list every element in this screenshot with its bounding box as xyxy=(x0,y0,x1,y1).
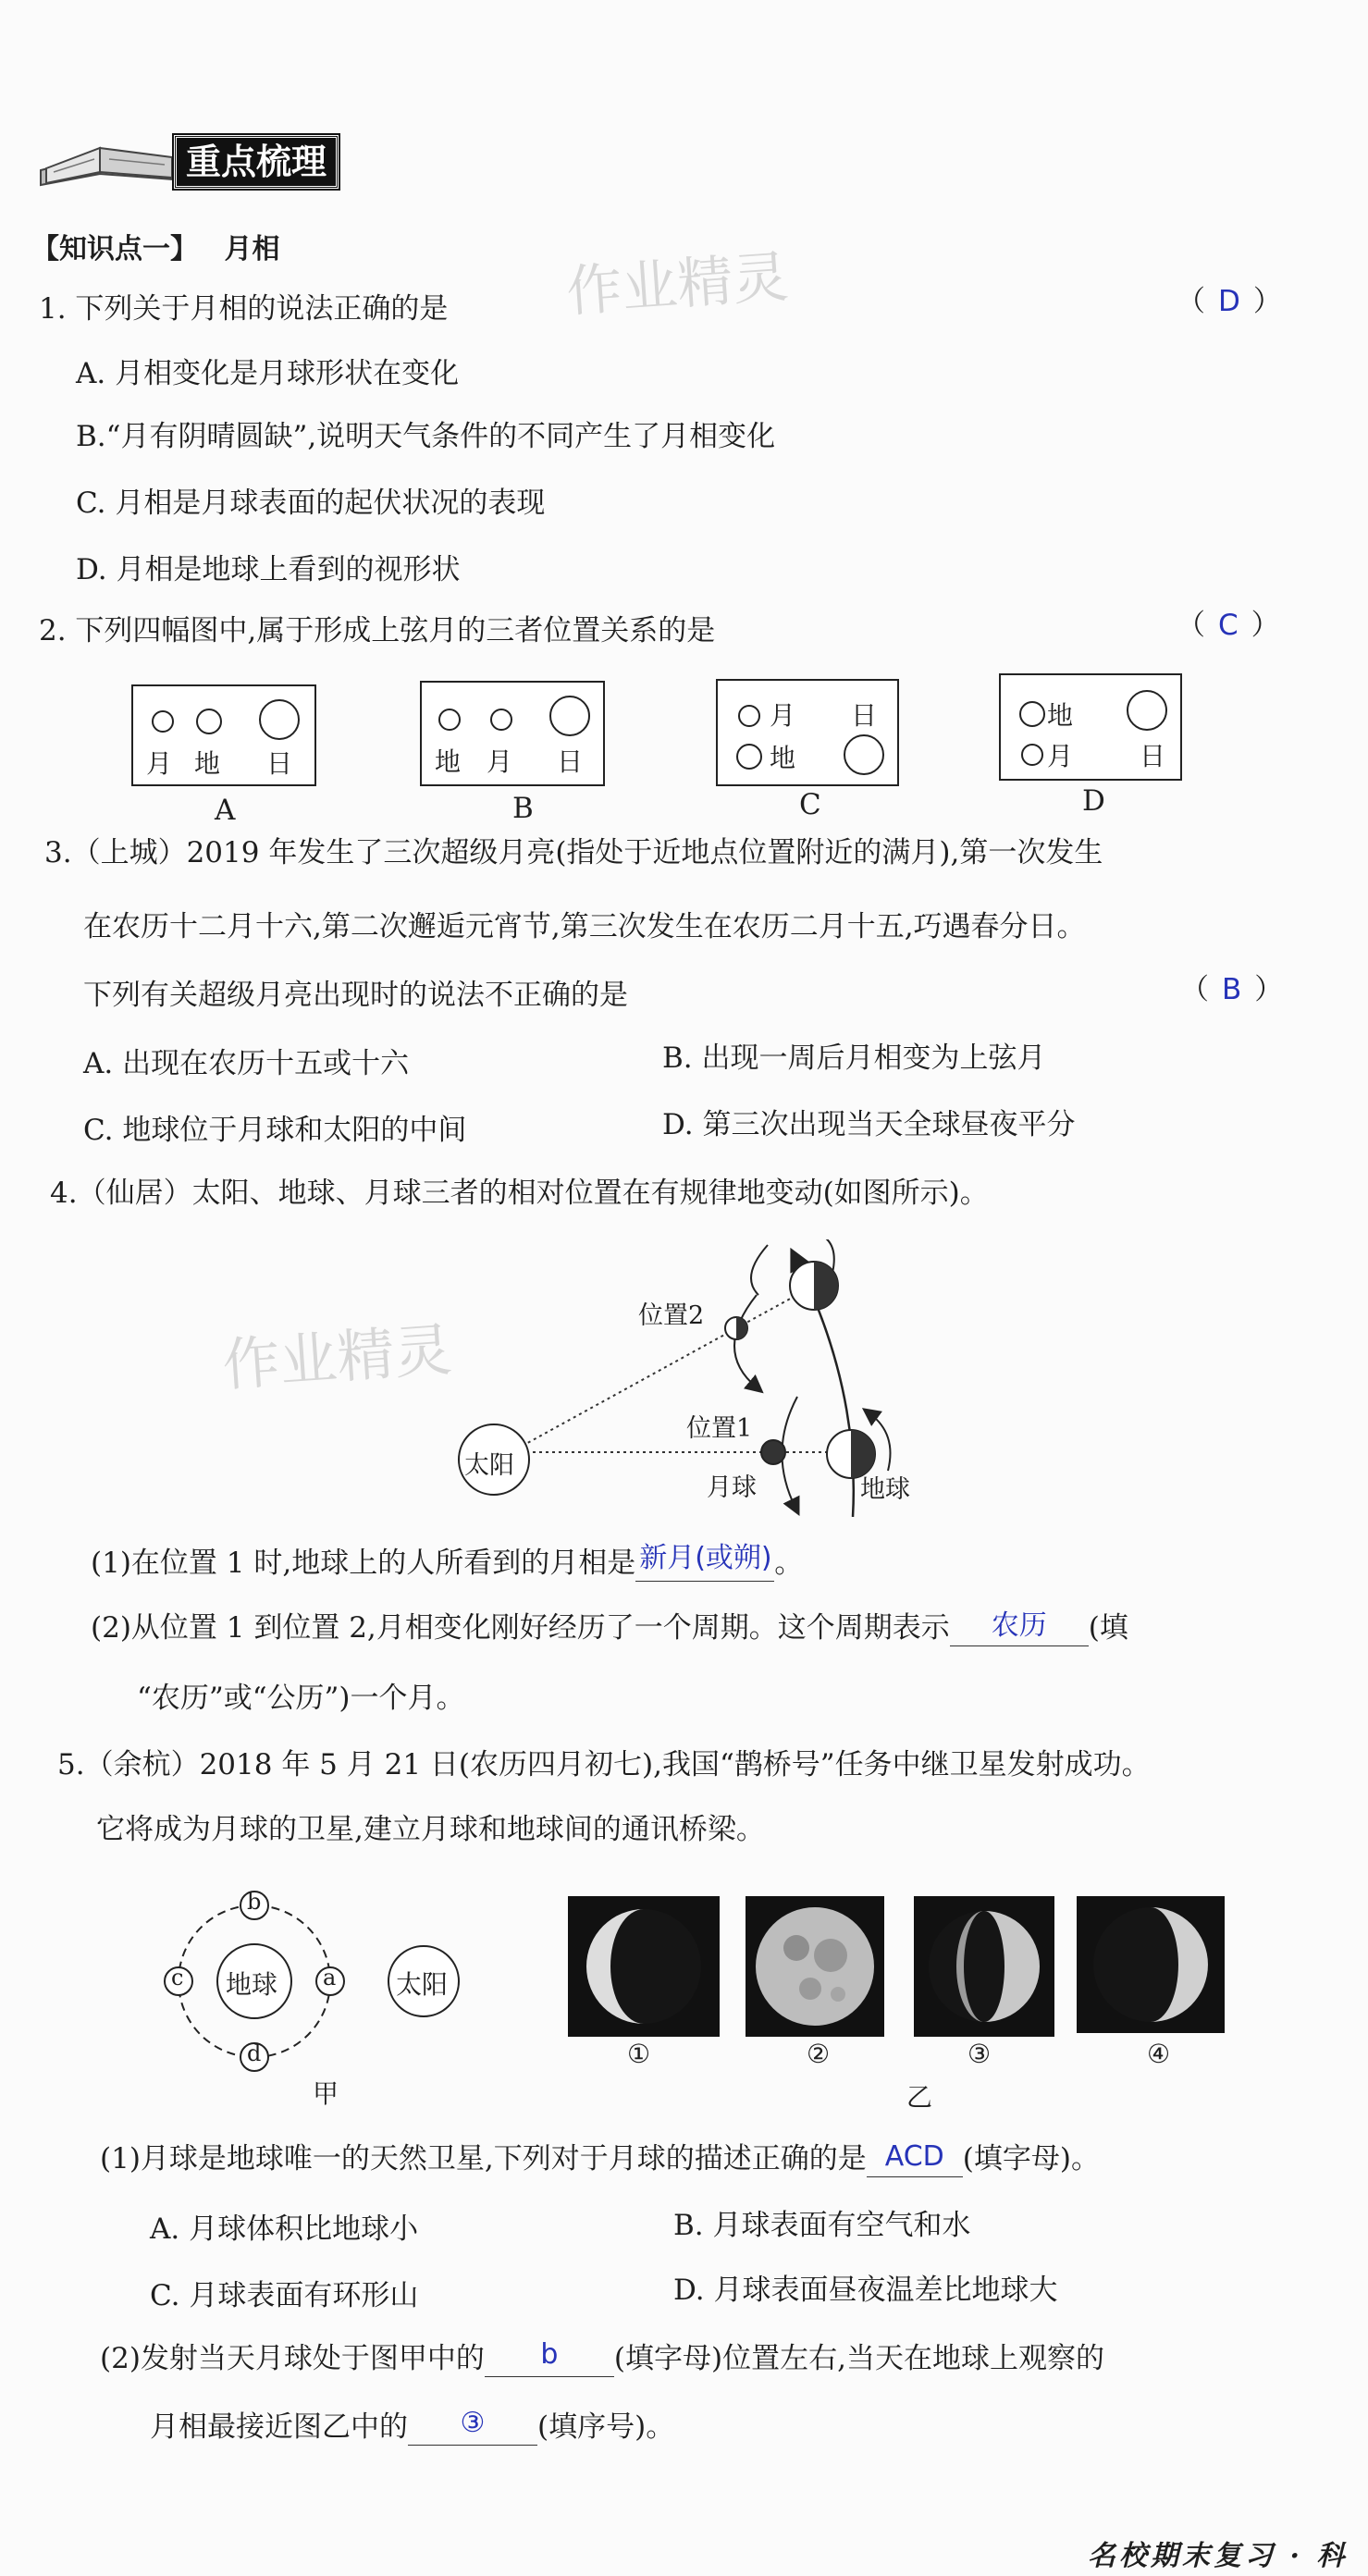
q2-diagram-d xyxy=(999,673,1182,781)
label-earth: 地球 xyxy=(226,1969,278,2000)
photo-number-1: ① xyxy=(627,2039,651,2069)
earth-circle xyxy=(438,709,461,731)
q2-diagram-a xyxy=(131,684,316,786)
label-earth: 地 xyxy=(1047,700,1074,731)
earth-circle xyxy=(1019,701,1045,727)
q5-option-b: B. 月球表面有空气和水 xyxy=(673,2209,971,2242)
q4-stem: 4.（仙居）太阳、地球、月球三者的相对位置在有规律地变动(如图所示)。 xyxy=(50,1177,989,1210)
label-sun: 日 xyxy=(851,700,878,731)
q1-option-c: C. 月相是月球表面的起伏状况的表现 xyxy=(76,487,546,520)
earth-circle xyxy=(736,744,762,770)
label-b: b xyxy=(247,1889,262,1915)
sun-circle xyxy=(549,696,590,736)
q1-stem: 1. 下列关于月相的说法正确的是 xyxy=(39,292,449,326)
q3-line1: 3.（上城）2019 年发生了三次超级月亮(指处于近地点位置附近的满月),第一次发生 xyxy=(44,836,1103,869)
q2-stem: 2. 下列四幅图中,属于形成上弦月的三者位置关系的是 xyxy=(39,614,716,647)
q2-answer: （ C ） xyxy=(1177,609,1280,642)
q2-diagram-b xyxy=(420,681,605,786)
label-moon: 月 xyxy=(487,746,513,777)
q3-line3: 下列有关超级月亮出现时的说法不正确的是 xyxy=(83,979,628,1012)
moon-circle xyxy=(490,709,512,731)
book-icon xyxy=(35,131,183,191)
q4-sub2-line2: “农历”或“公历”)一个月。 xyxy=(137,1682,465,1715)
label-earth: 地 xyxy=(194,748,221,779)
q3-option-b: B. 出现一周后月相变为上弦月 xyxy=(662,1041,1046,1075)
label-position-1: 位置1 xyxy=(686,1414,753,1443)
label-moon: 月 xyxy=(1047,741,1074,771)
label-sun: 日 xyxy=(557,746,584,777)
label-earth: 地 xyxy=(770,743,796,773)
q4-sub2-answer: 农历 xyxy=(991,1609,1047,1642)
section-banner xyxy=(35,131,359,191)
moon-photo-2 xyxy=(746,1896,884,2037)
moon-circle xyxy=(738,705,760,727)
moon-circle xyxy=(1021,744,1043,766)
watermark: 作业精灵 xyxy=(564,244,791,326)
q5-sub2-line2-answer: ③ xyxy=(460,2407,486,2439)
sun-circle xyxy=(1127,690,1167,731)
q5-sub1: (1)月球是地球唯一的天然卫星,下列对于月球的描述正确的是 ACD (填字母)。 xyxy=(100,2140,1100,2175)
sun-circle xyxy=(259,699,300,740)
q2-letter-d: D xyxy=(1082,784,1105,818)
q4-sub2: (2)从位置 1 到位置 2,月相变化刚好经历了一个周期。这个周期表示 农历 (填 xyxy=(91,1609,1128,1645)
photo-number-2: ② xyxy=(807,2039,831,2069)
q5-diagram-jia xyxy=(148,1887,490,2109)
label-moon: 月 xyxy=(146,748,173,779)
q4-orbit-diagram xyxy=(435,1239,916,1517)
moon-photo-1 xyxy=(568,1896,720,2037)
q5-sub2-line2: 月相最接近图乙中的 ③ (填序号)。 xyxy=(150,2407,675,2444)
photo-number-3: ③ xyxy=(967,2039,992,2069)
label-sun: 日 xyxy=(266,748,293,779)
earth-circle xyxy=(196,709,222,734)
label-sun: 太阳 xyxy=(464,1451,514,1480)
q3-option-c: C. 地球位于月球和太阳的中间 xyxy=(83,1114,467,1147)
q3-option-a: A. 出现在农历十五或十六 xyxy=(83,1047,410,1080)
q1-answer: （ D ） xyxy=(1177,285,1282,318)
q2-diagram-c xyxy=(716,679,899,786)
watermark: 作业精灵 xyxy=(220,1315,454,1399)
label-d: d xyxy=(247,2040,262,2066)
q5-line1: 5.（余杭）2018 年 5 月 21 日(农历四月初七),我国“鹊桥号”任务中继卫星发射成功。 xyxy=(57,1748,1151,1781)
moon-circle xyxy=(152,710,174,733)
q5-sub2-answer: b xyxy=(540,2338,559,2371)
label-a: a xyxy=(323,1965,337,1991)
knowledge-point xyxy=(31,231,279,268)
q1-option-a: A. 月相变化是月球形状在变化 xyxy=(76,357,460,390)
label-c: c xyxy=(171,1965,184,1991)
label-earth: 地 xyxy=(435,746,462,777)
moon-photo-4 xyxy=(1077,1896,1225,2033)
moon-photo-3 xyxy=(914,1896,1054,2037)
jia-caption: 甲 xyxy=(313,2078,339,2109)
q2-letter-b: B xyxy=(512,792,534,825)
q4-sub1: (1)在位置 1 时,地球上的人所看到的月相是 新月(或朔) 。 xyxy=(91,1542,804,1580)
knowledge-point-tag: 【知识点一】 xyxy=(31,233,198,265)
q1-option-b: B.“月有阴晴圆缺”,说明天气条件的不同产生了月相变化 xyxy=(76,420,776,453)
label-moon: 月球 xyxy=(707,1473,757,1502)
knowledge-point-title: 月相 xyxy=(224,233,280,265)
yi-caption: 乙 xyxy=(906,2082,933,2113)
label-earth: 地球 xyxy=(860,1475,910,1504)
q5-option-c: C. 月球表面有环形山 xyxy=(150,2279,419,2312)
footer-series: 名校期末复习 · 科 xyxy=(1088,2540,1349,2572)
banner-title: 重点梳理 xyxy=(174,135,339,189)
q4-sub1-answer: 新月(或朔) xyxy=(639,1542,772,1574)
q5-sub1-answer: ACD xyxy=(884,2140,944,2173)
label-sun: 太阳 xyxy=(396,1969,449,2000)
q5-sub2: (2)发射当天月球处于图甲中的 b (填字母)位置左右,当天在地球上观察的 xyxy=(100,2338,1104,2375)
q5-option-a: A. 月球体积比地球小 xyxy=(150,2212,419,2246)
q2-letter-c: C xyxy=(799,788,821,821)
label-position-2: 位置2 xyxy=(638,1301,705,1330)
sun-circle xyxy=(844,734,884,775)
photo-number-4: ④ xyxy=(1147,2039,1171,2069)
q5-line2: 它将成为月球的卫星,建立月球和地球间的通讯桥梁。 xyxy=(96,1813,765,1846)
q3-line2: 在农历十二月十六,第二次邂逅元宵节,第三次发生在农历二月十五,巧遇春分日。 xyxy=(83,910,1086,943)
q1-option-d: D. 月相是地球上看到的视形状 xyxy=(76,553,461,586)
q3-option-d: D. 第三次出现当天全球昼夜平分 xyxy=(662,1108,1076,1141)
label-moon: 月 xyxy=(770,700,796,731)
q5-option-d: D. 月球表面昼夜温差比地球大 xyxy=(673,2274,1058,2307)
q3-answer: （ B ） xyxy=(1180,973,1284,1006)
label-sun: 日 xyxy=(1140,741,1166,771)
q2-letter-a: A xyxy=(215,794,236,827)
